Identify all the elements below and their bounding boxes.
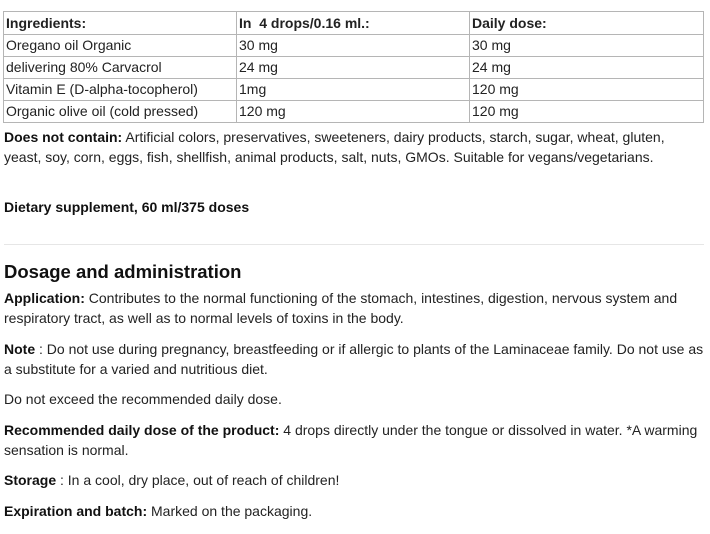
do-not-exceed-paragraph [4, 390, 704, 410]
application-label: Application: [4, 290, 85, 306]
note-paragraph [4, 340, 704, 379]
application-text: Contributes to the normal functioning of the stomach, intestines, digestion, nervous system and respiratory tract, as well as to normal levels of toxins in the body. [4, 290, 678, 326]
expiration-text: Marked on the packaging. [147, 503, 313, 519]
ingredient-daily-dose: 120 mg [470, 79, 704, 101]
ingredient-daily-dose: 24 mg [470, 57, 704, 79]
storage-paragraph [4, 471, 704, 491]
recommended-dose-label: Recommended daily dose of the product: [4, 422, 280, 438]
ingredients-table [3, 11, 704, 123]
note-label: Note [4, 341, 36, 357]
section-divider [4, 244, 704, 245]
ingredient-daily-dose: 30 mg [470, 35, 704, 57]
table-row [4, 79, 704, 101]
recommended-dose-paragraph [4, 421, 704, 460]
note-text: : Do not use during pregnancy, breastfeeding or if allergic to plants of the Laminaceae family. Do not use as a substitute for a varied and nutritious diet. [4, 341, 704, 377]
does-not-contain-paragraph [4, 128, 704, 167]
does-not-contain-text: Artificial colors, preservatives, sweeteners, dairy products, starch, sugar, wheat, gluten, yeast, soy, corn, eggs, fish, shellfish, animal products, salt, nuts, GMOs. Suitable for vegans/vegetarians. [4, 129, 665, 165]
supplement-info-text: Dietary supplement, 60 ml/375 doses [4, 199, 250, 215]
ingredient-daily-dose: 120 mg [470, 101, 704, 123]
ingredient-amount-per-drops: 120 mg [237, 101, 470, 123]
ingredient-amount-per-drops: 24 mg [237, 57, 470, 79]
header-daily-dose: Daily dose: [470, 12, 704, 35]
ingredient-amount-per-drops: 1mg [237, 79, 470, 101]
does-not-contain-label: Does not contain: [4, 129, 123, 145]
table-row [4, 57, 704, 79]
expiration-label: Expiration and batch: [4, 503, 148, 519]
header-per-4-drops: In 4 drops/0.16 ml.: [237, 12, 470, 35]
ingredient-name: delivering 80% Carvacrol [4, 57, 237, 79]
table-row [4, 35, 704, 57]
storage-label: Storage [4, 472, 57, 488]
header-ingredients: Ingredients: [4, 12, 237, 35]
ingredient-name: Oregano oil Organic [4, 35, 237, 57]
ingredient-amount-per-drops: 30 mg [237, 35, 470, 57]
storage-text: : In a cool, dry place, out of reach of children! [56, 472, 340, 488]
recommended-dose-text: 4 drops directly under the tongue or dissolved in water. *A warming sensation is normal. [4, 422, 698, 458]
dosage-heading: Dosage and administration [4, 261, 242, 282]
ingredient-name: Vitamin E (D-alpha-tocopherol) [4, 79, 237, 101]
expiration-paragraph [4, 502, 704, 522]
table-row [4, 101, 704, 123]
supplement-info [4, 198, 704, 218]
table-header-row [4, 12, 704, 35]
do-not-exceed-text: Do not exceed the recommended daily dose. [4, 391, 282, 407]
application-paragraph [4, 289, 704, 328]
ingredient-name: Organic olive oil (cold pressed) [4, 101, 237, 123]
